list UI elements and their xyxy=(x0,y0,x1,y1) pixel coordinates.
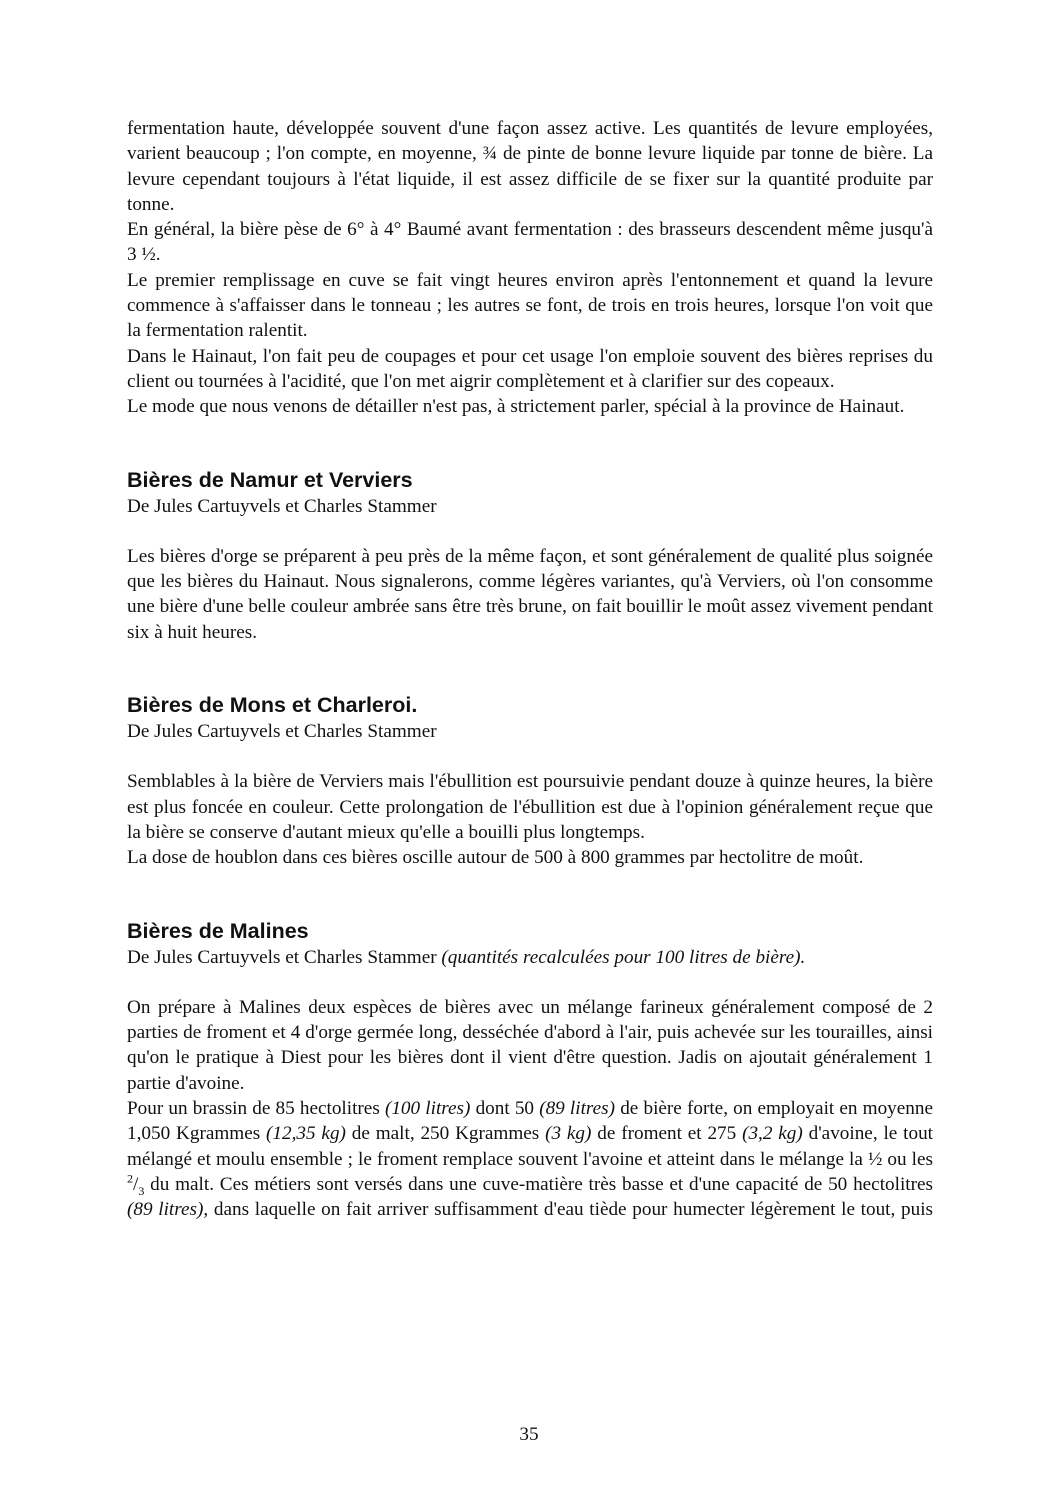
section-malines xyxy=(127,917,933,1223)
metric-note: (3 kg) xyxy=(545,1123,592,1145)
section-byline: De Jules Cartuyvels et Charles Stammer xyxy=(127,721,437,743)
paragraph: Le mode que nous venons de détailler n'est pas, à strictement parler, spécial à la province de Hainaut. xyxy=(127,396,905,418)
fraction-numerator: 2 xyxy=(127,1171,133,1186)
section-namur-verviers xyxy=(127,466,933,645)
text-run: d'avoine, le tout mélangé et moulu ensemble ; le froment remplace souvent l'avoine et atteint dans le mélange la ½ ou les xyxy=(127,1123,933,1170)
text-run: du malt. Ces métiers sont versés dans une cuve-matière très basse et d'une capacité de 50 hectolitres xyxy=(144,1173,933,1195)
fraction-separator: / xyxy=(133,1173,139,1195)
text-run: dont 50 xyxy=(470,1098,540,1120)
intro-text xyxy=(127,116,933,420)
metric-note: (100 litres) xyxy=(384,1098,471,1120)
byline-authors: De Jules Cartuyvels et Charles Stammer xyxy=(127,946,437,968)
recipe-paragraph xyxy=(127,1096,933,1222)
text-run: , dans laquelle on fait arriver suffisamment d'eau tiède pour humecter légèrement le tout, puis xyxy=(203,1199,933,1221)
paragraph: En général, la bière pèse de 6° à 4° Baumé avant fermentation : des brasseurs descendent même jusqu'à 3 ½. xyxy=(127,219,933,266)
section-byline: De Jules Cartuyvels et Charles Stammer xyxy=(127,495,437,517)
document-page xyxy=(127,116,933,1223)
byline-note: (quantités recalculées pour 100 litres de bière). xyxy=(441,946,806,968)
section-byline xyxy=(127,945,933,970)
text-run: Pour un brassin de 85 hectolitres xyxy=(127,1098,385,1120)
metric-note: (89 litres) xyxy=(539,1098,616,1120)
paragraph: Les bières d'orge se préparent à peu près de la même façon, et sont généralement de qualité plus soignée que les bières du Hainaut. Nous signalerons, comme légères variantes, qu'à Verviers, où l'on consomme une bière d'une belle couleur ambrée sans être très brune, on fait bouillir le moût assez vivement pendant six à huit heures. xyxy=(127,545,933,643)
text-run: de froment et 275 xyxy=(591,1123,743,1145)
page-number: 35 xyxy=(519,1424,539,1445)
section-mons-charleroi xyxy=(127,691,933,870)
section-heading: Bières de Namur et Verviers xyxy=(127,467,413,492)
metric-note: (89 litres) xyxy=(127,1199,204,1221)
paragraph: Dans le Hainaut, l'on fait peu de coupages et pour cet usage l'on emploie souvent des bières reprises du client ou tournées à l'acidité, que l'on met aigrir complètement et à clarifier sur des copeaux. xyxy=(127,345,933,392)
section-heading: Bières de Mons et Charleroi. xyxy=(127,693,418,718)
metric-note: (12,35 kg) xyxy=(266,1123,346,1145)
section-heading: Bières de Malines xyxy=(127,918,309,943)
paragraph: On prépare à Malines deux espèces de bières avec un mélange farineux généralement composé de 2 parties de froment et 4 d'orge germée long, desséchée d'abord à l'air, puis achevée sur les tourailles, ainsi qu'on le pratique à Diest pour les bières dont il vient d'être question. Jadis on ajoutait généralement 1 partie d'avoine. xyxy=(127,996,933,1094)
paragraph: fermentation haute, développée souvent d'une façon assez active. Les quantités de levure employées, varient beaucoup ; l'on compte, en moyenne, ¾ de pinte de bonne levure liquide par tonne de bière. La levure cependant toujours à l'état liquide, il est assez difficile de se fixer sur la quantité produite par tonne. xyxy=(127,118,933,215)
paragraph: Semblables à la bière de Verviers mais l'ébullition est poursuivie pendant douze à quinze heures, la bière est plus foncée en couleur. Cette prolongation de l'ébullition est due à l'opinion généralement reçue que la bière se conserve d'autant mieux qu'elle a bouilli plus longtemps. xyxy=(127,771,933,843)
metric-note: (3,2 kg) xyxy=(742,1123,803,1145)
text-run: de bière forte, on employait en moyenne 1,050 Kgrammes xyxy=(127,1098,933,1145)
fraction-denominator: 3 xyxy=(138,1183,145,1198)
paragraph: La dose de houblon dans ces bières oscille autour de 500 à 800 grammes par hectolitre de moût. xyxy=(127,847,864,869)
paragraph: Le premier remplissage en cuve se fait vingt heures environ après l'entonnement et quand la levure commence à s'affaisser dans le tonneau ; les autres se font, de trois en trois heures, lorsque l'on voit que la fermentation ralentit. xyxy=(127,269,933,342)
text-run: de malt, 250 Kgrammes xyxy=(345,1123,546,1145)
